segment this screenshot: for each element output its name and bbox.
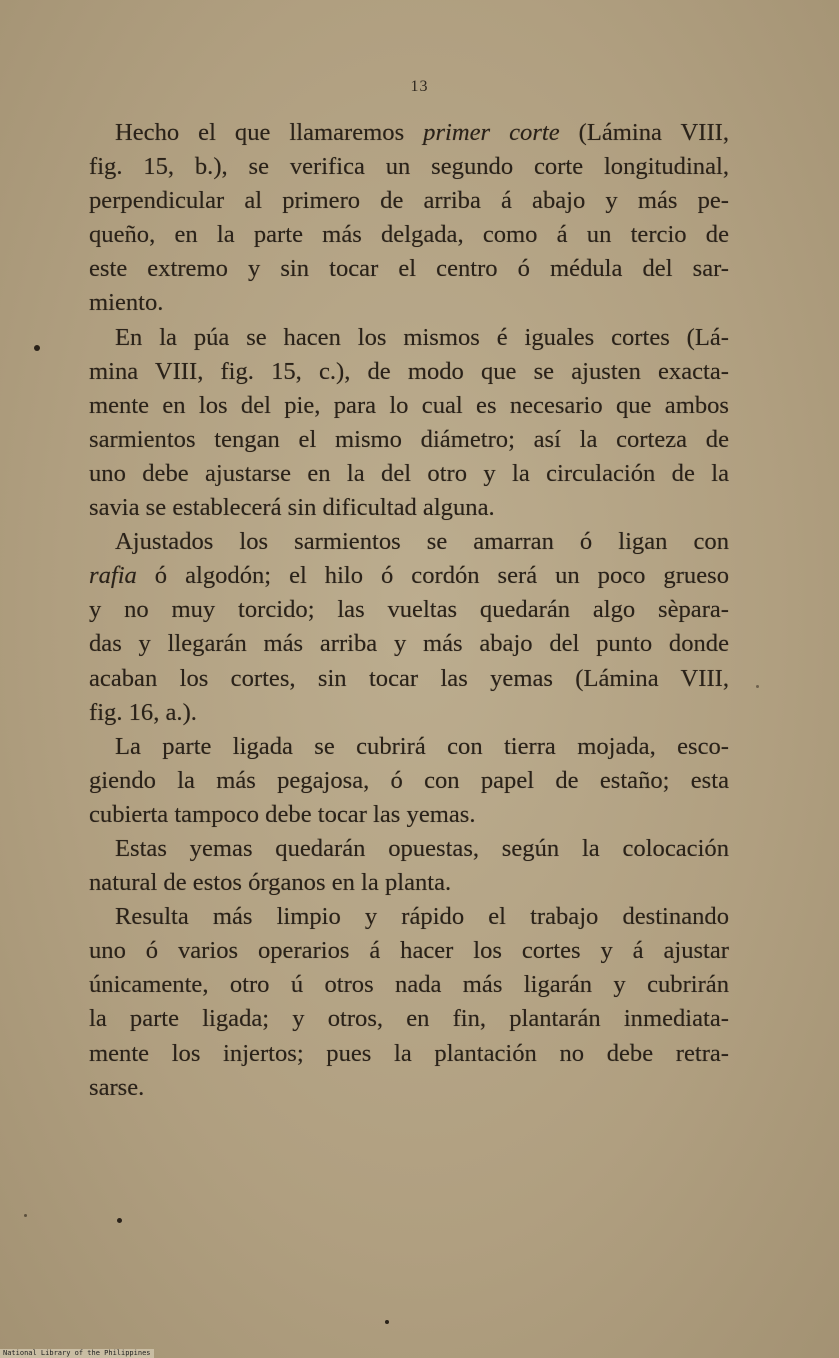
- text-segment: la parte ligada; y otros, en fin, plantarán inmediata-: [89, 1005, 729, 1033]
- text-line: [89, 218, 729, 252]
- italic-term: primer corte: [423, 119, 560, 146]
- text-line: [89, 116, 729, 150]
- text-segment: mente los injertos; pues la plantación no debe retra-: [89, 1039, 729, 1067]
- text-line: [89, 798, 729, 832]
- ink-speck: [117, 1218, 122, 1223]
- text-segment: En la púa se hacen los mismos é iguales cortes (Lá-: [115, 323, 729, 351]
- text-segment: uno ó varios operarios á hacer los cortes y á ajustar: [89, 937, 729, 965]
- text-segment: La parte ligada se cubrirá con tierra mojada, esco-: [115, 732, 729, 760]
- text-segment: y no muy torcido; las vueltas quedarán algo sèpara-: [89, 596, 729, 624]
- ink-speck: [34, 345, 40, 351]
- ink-speck: [24, 1214, 27, 1217]
- text-line: [89, 696, 729, 730]
- text-segment: Hecho el que llamaremos: [115, 119, 424, 146]
- text-segment: este extremo y sin tocar el centro ó médula del sar-: [89, 255, 729, 283]
- text-segment: sarse.: [89, 1073, 145, 1101]
- text-segment: (Lámina VIII,: [559, 119, 729, 146]
- text-line: [89, 491, 729, 525]
- ink-speck: [385, 1320, 389, 1324]
- text-line: [89, 627, 729, 661]
- text-line: [89, 286, 729, 320]
- text-segment: das y llegarán más arriba y más abajo del punto donde: [89, 630, 729, 658]
- text-segment: perpendicular al primero de arriba á abajo y más pe-: [89, 187, 729, 215]
- text-line: [89, 832, 729, 866]
- text-line: [89, 525, 729, 559]
- text-segment: fig. 15, b.), se verifica un segundo corte longitudinal,: [89, 153, 729, 181]
- text-line: [89, 252, 729, 286]
- text-segment: acaban los cortes, sin tocar las yemas (Lámina VIII,: [89, 664, 729, 692]
- text-segment: ó algodón; el hilo ó cordón será un poco grueso: [136, 562, 729, 590]
- text-segment: sarmientos tengan el mismo diámetro; así la corteza de: [89, 425, 729, 453]
- page-number: 13: [410, 78, 429, 95]
- text-line: [89, 355, 729, 389]
- text-line: [89, 662, 729, 696]
- body-text: [89, 116, 729, 1105]
- text-line: [89, 457, 729, 491]
- italic-term: rafia: [89, 562, 137, 590]
- text-segment: Ajustados los sarmientos se amarran ó ligan con: [115, 528, 729, 556]
- ink-speck: [756, 685, 759, 688]
- text-segment: cubierta tampoco debe tocar las yemas.: [89, 800, 476, 828]
- text-line: [89, 593, 729, 627]
- text-line: [89, 184, 729, 218]
- library-credit: National Library of the Philippines: [0, 1349, 154, 1358]
- text-segment: miento.: [89, 289, 164, 317]
- text-line: [89, 321, 729, 355]
- text-segment: queño, en la parte más delgada, como á un tercio de: [89, 221, 729, 249]
- text-segment: fig. 16, a.).: [89, 698, 197, 726]
- text-segment: natural de estos órganos en la planta.: [89, 869, 452, 897]
- text-segment: mina VIII, fig. 15, c.), de modo que se ajusten exacta-: [89, 357, 729, 385]
- text-line: [89, 1037, 729, 1071]
- text-line: [89, 730, 729, 764]
- text-line: [89, 1002, 729, 1036]
- text-segment: uno debe ajustarse en la del otro y la circulación de la: [89, 459, 729, 487]
- text-line: [89, 866, 729, 900]
- text-segment: Estas yemas quedarán opuestas, según la colocación: [115, 834, 729, 862]
- text-line: [89, 934, 729, 968]
- text-segment: giendo la más pegajosa, ó con papel de estaño; esta: [89, 766, 729, 794]
- text-segment: mente en los del pie, para lo cual es necesario que ambos: [89, 391, 729, 419]
- text-line: [89, 150, 729, 184]
- text-segment: savia se establecerá sin dificultad alguna.: [89, 494, 495, 522]
- text-line: [89, 389, 729, 423]
- text-line: [89, 559, 729, 593]
- text-line: [89, 764, 729, 798]
- text-segment: únicamente, otro ú otros nada más ligarán y cubrirán: [89, 971, 729, 999]
- text-line: [89, 423, 729, 457]
- text-segment: Resulta más limpio y rápido el trabajo destinando: [115, 903, 729, 931]
- text-line: [89, 900, 729, 934]
- text-line: [89, 968, 729, 1002]
- text-line: [89, 1071, 729, 1105]
